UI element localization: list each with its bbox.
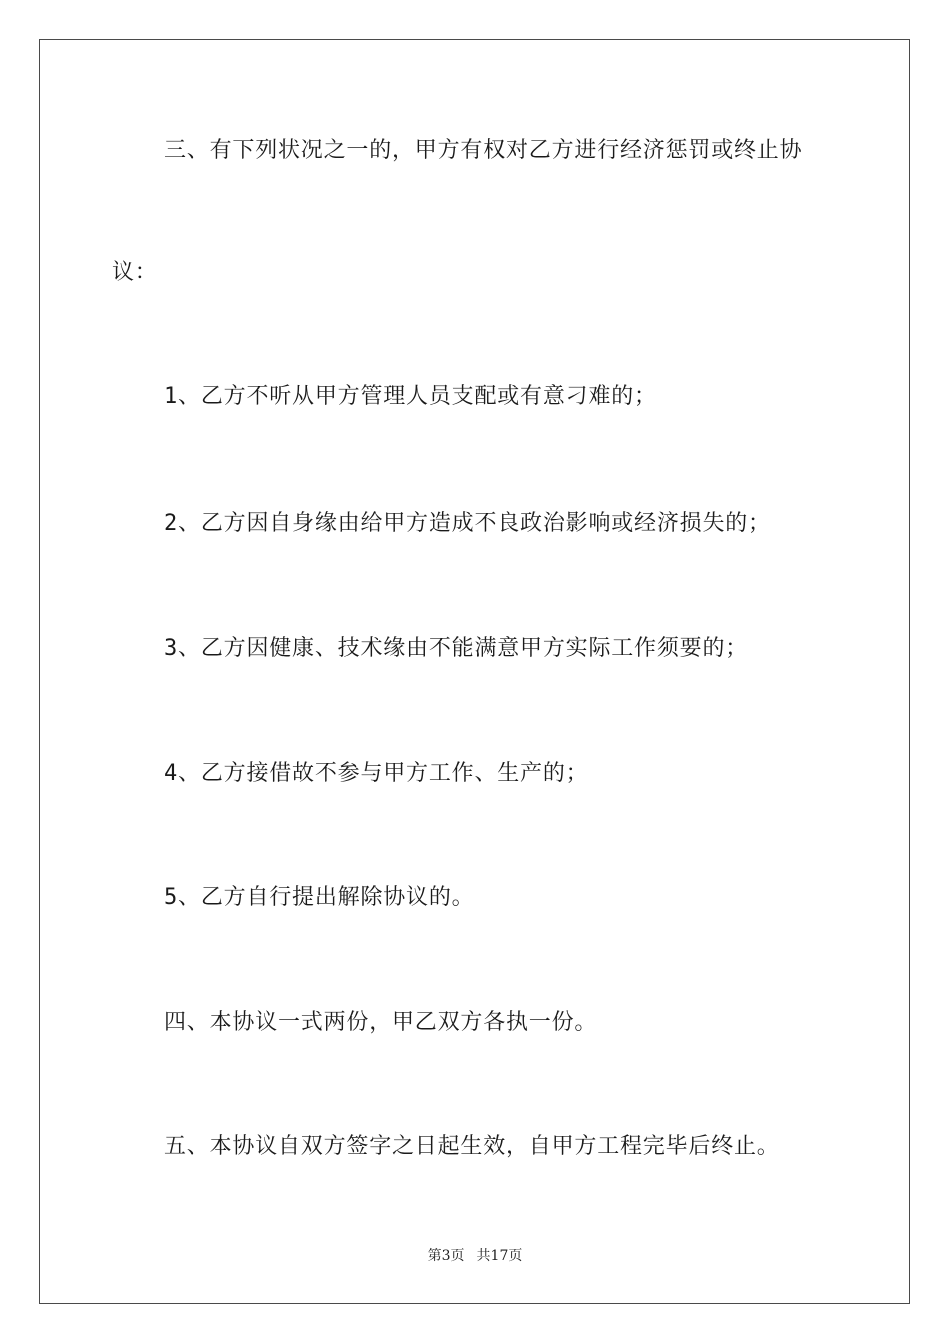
page-footer [0, 1245, 950, 1265]
paragraph-clause-3-continued: 议： [112, 260, 158, 285]
list-item-4: 4、乙方接借故不参与甲方工作、生产的； [164, 761, 589, 786]
paragraph-clause-5: 五、本协议自双方签字之日起生效，自甲方工程完毕后终止。 [164, 1134, 780, 1159]
list-item-3: 3、乙方因健康、技术缘由不能满意甲方实际工作须要的； [164, 636, 749, 661]
page-border [39, 39, 910, 1304]
page-number: 第3页 [427, 1248, 465, 1264]
list-item-2: 2、乙方因自身缘由给甲方造成不良政治影响或经济损失的； [164, 511, 771, 536]
list-item-5: 5、乙方自行提出解除协议的。 [164, 885, 475, 910]
page-total: 共17页 [476, 1248, 523, 1264]
paragraph-clause-4: 四、本协议一式两份，甲乙双方各执一份。 [164, 1010, 598, 1035]
list-item-1: 1、乙方不听从甲方管理人员支配或有意刁难的； [164, 384, 657, 409]
paragraph-clause-3: 三、有下列状况之一的，甲方有权对乙方进行经济惩罚或终止协 [164, 138, 803, 163]
